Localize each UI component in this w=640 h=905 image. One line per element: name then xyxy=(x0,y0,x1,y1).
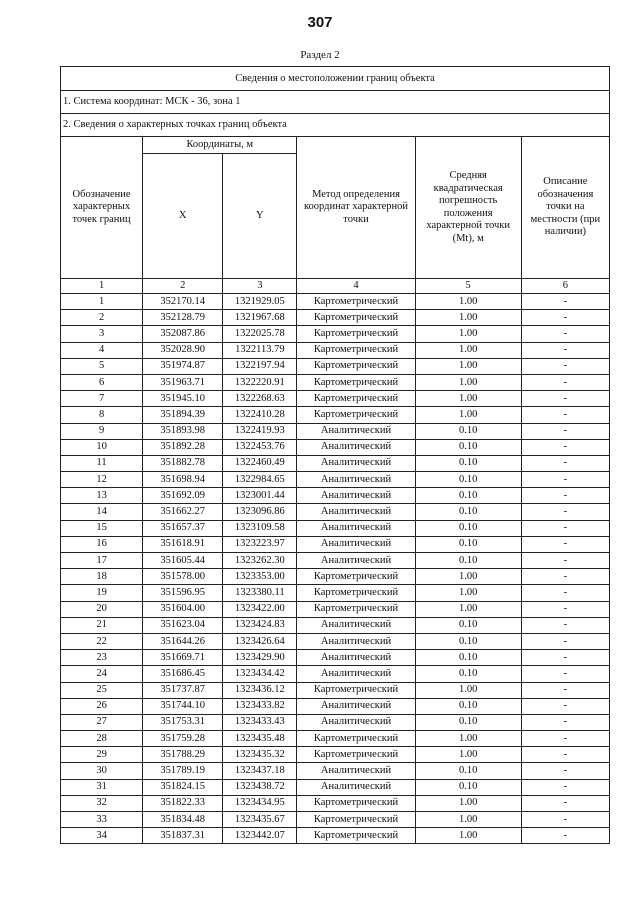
method-cell: Картометрический xyxy=(297,682,415,698)
point-id-cell: 20 xyxy=(61,601,143,617)
x-cell: 351662.27 xyxy=(143,504,223,520)
table-row xyxy=(61,326,610,342)
error-cell: 1.00 xyxy=(415,294,521,310)
y-cell: 1323435.67 xyxy=(223,812,297,828)
method-cell: Аналитический xyxy=(297,666,415,682)
method-cell: Аналитический xyxy=(297,423,415,439)
description-cell: - xyxy=(521,504,609,520)
point-id-cell: 24 xyxy=(61,666,143,682)
column-number: 2 xyxy=(143,279,223,294)
table-row xyxy=(61,294,610,310)
error-cell: 0.10 xyxy=(415,455,521,471)
point-id-cell: 5 xyxy=(61,358,143,374)
point-id-cell: 23 xyxy=(61,650,143,666)
description-cell: - xyxy=(521,391,609,407)
header-designation: Обозначение характерных точек границ xyxy=(61,137,143,279)
description-cell: - xyxy=(521,585,609,601)
method-cell: Аналитический xyxy=(297,553,415,569)
method-cell: Картометрический xyxy=(297,585,415,601)
table-row xyxy=(61,310,610,326)
description-cell: - xyxy=(521,358,609,374)
header-x: X xyxy=(143,154,223,279)
error-cell: 1.00 xyxy=(415,374,521,390)
description-cell: - xyxy=(521,326,609,342)
point-id-cell: 27 xyxy=(61,714,143,730)
point-id-cell: 4 xyxy=(61,342,143,358)
y-cell: 1322419.93 xyxy=(223,423,297,439)
description-cell: - xyxy=(521,374,609,390)
description-cell: - xyxy=(521,439,609,455)
x-cell: 351692.09 xyxy=(143,488,223,504)
error-cell: 0.10 xyxy=(415,504,521,520)
y-cell: 1323353.00 xyxy=(223,569,297,585)
point-id-cell: 22 xyxy=(61,633,143,649)
x-cell: 351623.04 xyxy=(143,617,223,633)
table-row xyxy=(61,763,610,779)
y-cell: 1322268.63 xyxy=(223,391,297,407)
header-y: Y xyxy=(223,154,297,279)
table-row xyxy=(61,779,610,795)
y-cell: 1322025.78 xyxy=(223,326,297,342)
x-cell: 351605.44 xyxy=(143,553,223,569)
method-cell: Картометрический xyxy=(297,731,415,747)
table-row xyxy=(61,423,610,439)
error-cell: 1.00 xyxy=(415,407,521,423)
error-cell: 1.00 xyxy=(415,731,521,747)
error-cell: 0.10 xyxy=(415,423,521,439)
table-row xyxy=(61,650,610,666)
y-cell: 1322453.76 xyxy=(223,439,297,455)
error-cell: 0.10 xyxy=(415,650,521,666)
header-method: Метод определения координат характерной точки xyxy=(297,137,415,279)
method-cell: Аналитический xyxy=(297,779,415,795)
table-row xyxy=(61,795,610,811)
x-cell: 351837.31 xyxy=(143,828,223,844)
table-row xyxy=(61,472,610,488)
x-cell: 352170.14 xyxy=(143,294,223,310)
column-number: 4 xyxy=(297,279,415,294)
coordinate-system: 1. Система координат: МСК - 36, зона 1 xyxy=(61,91,610,114)
method-cell: Аналитический xyxy=(297,617,415,633)
table-row xyxy=(61,617,610,633)
y-cell: 1323437.18 xyxy=(223,763,297,779)
table-row xyxy=(61,488,610,504)
x-cell: 351657.37 xyxy=(143,520,223,536)
table-row xyxy=(61,812,610,828)
error-cell: 1.00 xyxy=(415,747,521,763)
x-cell: 351686.45 xyxy=(143,666,223,682)
point-id-cell: 12 xyxy=(61,472,143,488)
method-cell: Аналитический xyxy=(297,504,415,520)
y-cell: 1323442.07 xyxy=(223,828,297,844)
x-cell: 351788.29 xyxy=(143,747,223,763)
error-cell: 1.00 xyxy=(415,682,521,698)
description-cell: - xyxy=(521,342,609,358)
column-number: 6 xyxy=(521,279,609,294)
x-cell: 351963.71 xyxy=(143,374,223,390)
table-row xyxy=(61,342,610,358)
error-cell: 0.10 xyxy=(415,714,521,730)
x-cell: 351604.00 xyxy=(143,601,223,617)
table-row xyxy=(61,504,610,520)
table-row xyxy=(61,536,610,552)
method-cell: Картометрический xyxy=(297,374,415,390)
x-cell: 351753.31 xyxy=(143,714,223,730)
boundary-points-table xyxy=(60,66,610,844)
description-cell: - xyxy=(521,650,609,666)
x-cell: 352087.86 xyxy=(143,326,223,342)
description-cell: - xyxy=(521,472,609,488)
point-id-cell: 19 xyxy=(61,585,143,601)
error-cell: 0.10 xyxy=(415,553,521,569)
table-row xyxy=(61,553,610,569)
error-cell: 1.00 xyxy=(415,391,521,407)
column-number: 1 xyxy=(61,279,143,294)
table-row xyxy=(61,666,610,682)
description-cell: - xyxy=(521,812,609,828)
point-id-cell: 28 xyxy=(61,731,143,747)
y-cell: 1323262.30 xyxy=(223,553,297,569)
y-cell: 1323096.86 xyxy=(223,504,297,520)
error-cell: 1.00 xyxy=(415,342,521,358)
point-id-cell: 6 xyxy=(61,374,143,390)
point-id-cell: 25 xyxy=(61,682,143,698)
table-row xyxy=(61,601,610,617)
table-row xyxy=(61,391,610,407)
description-cell: - xyxy=(521,682,609,698)
point-id-cell: 15 xyxy=(61,520,143,536)
y-cell: 1323434.95 xyxy=(223,795,297,811)
description-cell: - xyxy=(521,488,609,504)
error-cell: 0.10 xyxy=(415,633,521,649)
error-cell: 0.10 xyxy=(415,698,521,714)
error-cell: 1.00 xyxy=(415,812,521,828)
table-row xyxy=(61,585,610,601)
table-row xyxy=(61,828,610,844)
point-id-cell: 17 xyxy=(61,553,143,569)
x-cell: 351789.19 xyxy=(143,763,223,779)
point-id-cell: 26 xyxy=(61,698,143,714)
method-cell: Аналитический xyxy=(297,698,415,714)
description-cell: - xyxy=(521,553,609,569)
x-cell: 351644.26 xyxy=(143,633,223,649)
point-id-cell: 13 xyxy=(61,488,143,504)
description-cell: - xyxy=(521,294,609,310)
x-cell: 351894.39 xyxy=(143,407,223,423)
method-cell: Картометрический xyxy=(297,569,415,585)
table-row xyxy=(61,714,610,730)
method-cell: Картометрический xyxy=(297,601,415,617)
error-cell: 1.00 xyxy=(415,795,521,811)
section-label: Раздел 2 xyxy=(300,49,340,61)
method-cell: Картометрический xyxy=(297,391,415,407)
description-cell: - xyxy=(521,698,609,714)
table-row xyxy=(61,747,610,763)
y-cell: 1322197.94 xyxy=(223,358,297,374)
y-cell: 1323433.82 xyxy=(223,698,297,714)
method-cell: Картометрический xyxy=(297,747,415,763)
method-cell: Картометрический xyxy=(297,326,415,342)
y-cell: 1322984.65 xyxy=(223,472,297,488)
error-cell: 0.10 xyxy=(415,666,521,682)
x-cell: 351596.95 xyxy=(143,585,223,601)
x-cell: 351893.98 xyxy=(143,423,223,439)
method-cell: Аналитический xyxy=(297,633,415,649)
error-cell: 1.00 xyxy=(415,601,521,617)
description-cell: - xyxy=(521,455,609,471)
point-id-cell: 31 xyxy=(61,779,143,795)
table-row xyxy=(61,358,610,374)
x-cell: 351669.71 xyxy=(143,650,223,666)
method-cell: Аналитический xyxy=(297,472,415,488)
point-id-cell: 30 xyxy=(61,763,143,779)
method-cell: Картометрический xyxy=(297,795,415,811)
error-cell: 1.00 xyxy=(415,326,521,342)
point-id-cell: 29 xyxy=(61,747,143,763)
y-cell: 1323434.42 xyxy=(223,666,297,682)
table-row xyxy=(61,731,610,747)
method-cell: Аналитический xyxy=(297,488,415,504)
header-description: Описание обозначения точки на местности (при наличии) xyxy=(521,137,609,279)
error-cell: 0.10 xyxy=(415,520,521,536)
error-cell: 0.10 xyxy=(415,536,521,552)
error-cell: 1.00 xyxy=(415,358,521,374)
y-cell: 1321967.68 xyxy=(223,310,297,326)
table-row xyxy=(61,439,610,455)
method-cell: Картометрический xyxy=(297,828,415,844)
y-cell: 1323435.32 xyxy=(223,747,297,763)
description-cell: - xyxy=(521,423,609,439)
error-cell: 1.00 xyxy=(415,310,521,326)
description-cell: - xyxy=(521,310,609,326)
table-row xyxy=(61,569,610,585)
method-cell: Аналитический xyxy=(297,439,415,455)
column-number: 3 xyxy=(223,279,297,294)
description-cell: - xyxy=(521,731,609,747)
header-error: Средняя квадратическая погрешность положения характерной точки (Mt), м xyxy=(415,137,521,279)
method-cell: Аналитический xyxy=(297,520,415,536)
point-id-cell: 21 xyxy=(61,617,143,633)
table-row xyxy=(61,407,610,423)
y-cell: 1323380.11 xyxy=(223,585,297,601)
page-number: 307 xyxy=(307,14,333,31)
method-cell: Аналитический xyxy=(297,763,415,779)
x-cell: 351698.94 xyxy=(143,472,223,488)
point-id-cell: 14 xyxy=(61,504,143,520)
error-cell: 1.00 xyxy=(415,828,521,844)
table-row xyxy=(61,455,610,471)
x-cell: 351759.28 xyxy=(143,731,223,747)
method-cell: Аналитический xyxy=(297,455,415,471)
description-cell: - xyxy=(521,407,609,423)
description-cell: - xyxy=(521,633,609,649)
table-title: Сведения о местоположении границ объекта xyxy=(61,67,610,91)
description-cell: - xyxy=(521,714,609,730)
point-id-cell: 1 xyxy=(61,294,143,310)
description-cell: - xyxy=(521,795,609,811)
error-cell: 0.10 xyxy=(415,763,521,779)
y-cell: 1323436.12 xyxy=(223,682,297,698)
y-cell: 1322410.28 xyxy=(223,407,297,423)
y-cell: 1323435.48 xyxy=(223,731,297,747)
point-id-cell: 2 xyxy=(61,310,143,326)
point-id-cell: 3 xyxy=(61,326,143,342)
point-id-cell: 34 xyxy=(61,828,143,844)
description-cell: - xyxy=(521,666,609,682)
error-cell: 0.10 xyxy=(415,472,521,488)
description-cell: - xyxy=(521,520,609,536)
y-cell: 1322113.79 xyxy=(223,342,297,358)
method-cell: Картометрический xyxy=(297,358,415,374)
x-cell: 351892.28 xyxy=(143,439,223,455)
method-cell: Аналитический xyxy=(297,650,415,666)
method-cell: Картометрический xyxy=(297,407,415,423)
point-id-cell: 18 xyxy=(61,569,143,585)
x-cell: 351945.10 xyxy=(143,391,223,407)
error-cell: 0.10 xyxy=(415,779,521,795)
method-cell: Картометрический xyxy=(297,294,415,310)
y-cell: 1323426.64 xyxy=(223,633,297,649)
x-cell: 351882.78 xyxy=(143,455,223,471)
y-cell: 1321929.05 xyxy=(223,294,297,310)
x-cell: 351744.10 xyxy=(143,698,223,714)
error-cell: 0.10 xyxy=(415,439,521,455)
y-cell: 1323223.97 xyxy=(223,536,297,552)
description-cell: - xyxy=(521,747,609,763)
error-cell: 1.00 xyxy=(415,569,521,585)
point-id-cell: 7 xyxy=(61,391,143,407)
table-row xyxy=(61,520,610,536)
x-cell: 351974.87 xyxy=(143,358,223,374)
x-cell: 352128.79 xyxy=(143,310,223,326)
point-id-cell: 16 xyxy=(61,536,143,552)
y-cell: 1323001.44 xyxy=(223,488,297,504)
point-id-cell: 33 xyxy=(61,812,143,828)
x-cell: 351824.15 xyxy=(143,779,223,795)
description-cell: - xyxy=(521,763,609,779)
method-cell: Картометрический xyxy=(297,812,415,828)
description-cell: - xyxy=(521,601,609,617)
table-row xyxy=(61,682,610,698)
x-cell: 352028.90 xyxy=(143,342,223,358)
error-cell: 1.00 xyxy=(415,585,521,601)
y-cell: 1323429.90 xyxy=(223,650,297,666)
description-cell: - xyxy=(521,617,609,633)
table-row xyxy=(61,698,610,714)
y-cell: 1322220.91 xyxy=(223,374,297,390)
error-cell: 0.10 xyxy=(415,617,521,633)
description-cell: - xyxy=(521,779,609,795)
y-cell: 1323109.58 xyxy=(223,520,297,536)
point-id-cell: 11 xyxy=(61,455,143,471)
x-cell: 351618.91 xyxy=(143,536,223,552)
y-cell: 1323438.72 xyxy=(223,779,297,795)
x-cell: 351834.48 xyxy=(143,812,223,828)
point-id-cell: 9 xyxy=(61,423,143,439)
method-cell: Картометрический xyxy=(297,310,415,326)
description-cell: - xyxy=(521,828,609,844)
point-id-cell: 8 xyxy=(61,407,143,423)
method-cell: Аналитический xyxy=(297,536,415,552)
method-cell: Картометрический xyxy=(297,342,415,358)
table-row xyxy=(61,633,610,649)
y-cell: 1323422.00 xyxy=(223,601,297,617)
x-cell: 351578.00 xyxy=(143,569,223,585)
x-cell: 351822.33 xyxy=(143,795,223,811)
y-cell: 1322460.49 xyxy=(223,455,297,471)
point-id-cell: 10 xyxy=(61,439,143,455)
x-cell: 351737.87 xyxy=(143,682,223,698)
y-cell: 1323433.43 xyxy=(223,714,297,730)
method-cell: Аналитический xyxy=(297,714,415,730)
error-cell: 0.10 xyxy=(415,488,521,504)
table-row xyxy=(61,374,610,390)
points-caption: 2. Сведения о характерных точках границ объекта xyxy=(61,114,610,137)
y-cell: 1323424.83 xyxy=(223,617,297,633)
point-id-cell: 32 xyxy=(61,795,143,811)
header-coordinates: Координаты, м xyxy=(143,137,297,154)
description-cell: - xyxy=(521,536,609,552)
column-number: 5 xyxy=(415,279,521,294)
description-cell: - xyxy=(521,569,609,585)
